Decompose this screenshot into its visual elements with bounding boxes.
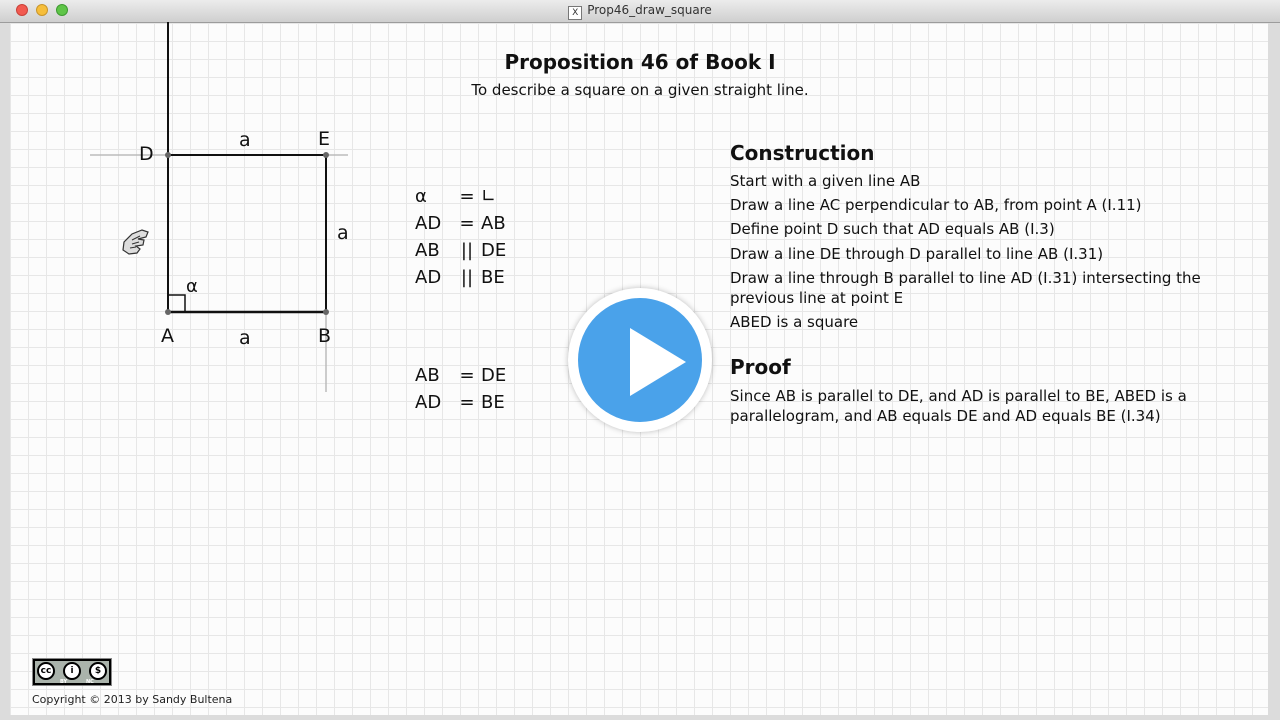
page-subtitle: To describe a square on a given straight line. [471, 81, 809, 99]
construction-step: Draw a line AC perpendicular to AB, from point A (I.11) [730, 196, 1142, 214]
fact-row: AD || BE [415, 267, 505, 288]
page-title: Proposition 46 of Book I [504, 50, 776, 74]
cc-license-badge[interactable] [32, 658, 112, 686]
point-d[interactable] [165, 152, 171, 158]
label-angle-alpha: α [186, 276, 198, 297]
conclusions-list [415, 365, 506, 419]
fact-row: AD = AB [415, 213, 506, 234]
fact-row: α = ∟ [415, 186, 497, 207]
play-button[interactable] [568, 288, 712, 432]
fact-row: AB || DE [415, 240, 507, 261]
point-b[interactable] [323, 309, 329, 315]
noncommercial-icon: $ [89, 662, 107, 680]
hand-cursor-icon [123, 230, 148, 254]
copyright-text: Copyright © 2013 by Sandy Bultena [32, 693, 233, 706]
label-point-b: B [318, 325, 332, 347]
construction-step: ABED is a square [730, 313, 859, 331]
cc-tag-nc: NC [86, 679, 94, 685]
label-side-de: a [239, 129, 251, 151]
point-a[interactable] [165, 309, 171, 315]
cc-tag-by: BY [60, 679, 68, 685]
window-title-text: Prop46_draw_square [587, 3, 712, 17]
proof-heading: Proof [730, 355, 791, 379]
facts-list [415, 186, 506, 294]
label-point-a: A [161, 325, 174, 347]
construction-heading: Construction [730, 141, 875, 165]
construction-step: Start with a given line AB [730, 172, 921, 190]
cc-icon: cc [37, 662, 55, 680]
conclusion-row: AB = DE [415, 365, 507, 386]
label-point-e: E [318, 128, 331, 150]
proof-text: Since AB is parallel to DE, and AD is parallel to BE, ABED is a parallelogram, and AB equals DE and AD equals BE (I.34) [730, 387, 1187, 425]
construction-step: Draw a line DE through D parallel to line AB (I.31) [730, 245, 1104, 263]
point-e[interactable] [323, 152, 329, 158]
x11-icon: X [568, 6, 582, 20]
label-side-ab: a [239, 327, 251, 349]
construction-step: Define point D such that AD equals AB (I.3) [730, 220, 1055, 238]
conclusion-row: AD = BE [415, 392, 505, 413]
label-point-d: D [139, 143, 154, 165]
construction-step: Draw a line through B parallel to line AD (I.31) intersecting the previous line at point E [730, 269, 1201, 307]
label-side-be: a [337, 222, 349, 244]
right-angle-marker [168, 295, 185, 312]
attribution-icon: i [63, 662, 81, 680]
play-icon [578, 298, 702, 422]
